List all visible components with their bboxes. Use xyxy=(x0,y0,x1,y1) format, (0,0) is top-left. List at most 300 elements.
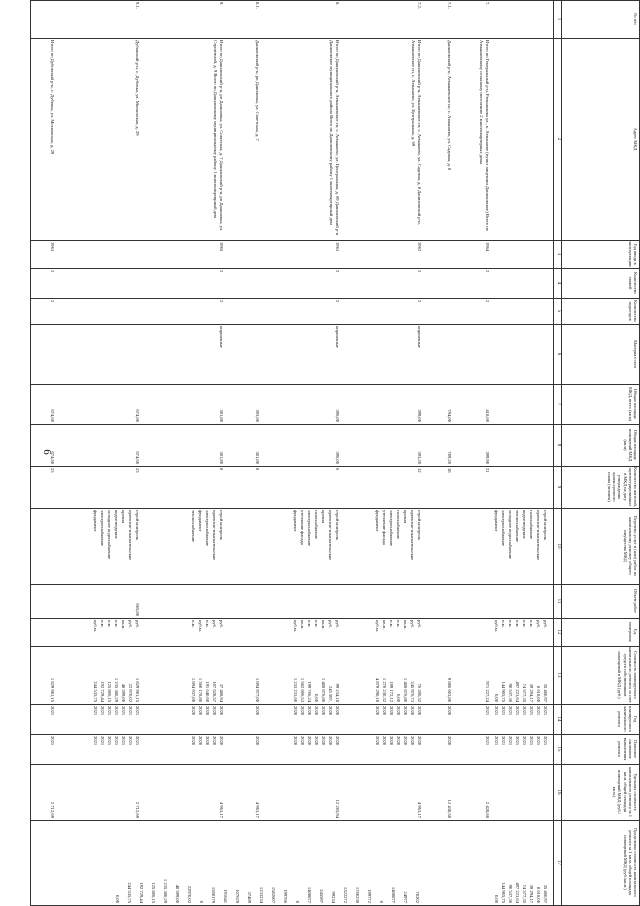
cost-item: 48 599,00 xyxy=(121,683,126,702)
end-year-item: 2020 xyxy=(382,736,387,746)
row-total-area: 381,80 xyxy=(219,409,224,422)
unit-item: руб. xyxy=(543,620,548,628)
row-floors: 2 xyxy=(417,270,422,273)
end-year-item: 2020 xyxy=(389,736,394,746)
column-rule xyxy=(30,38,640,39)
end-year-item: 2021 xyxy=(50,736,55,746)
plan-year-item: 2021 xyxy=(50,706,55,716)
limit-cost-item: 99234 xyxy=(331,891,336,903)
unit-item: п.м. xyxy=(508,620,513,628)
column-rule xyxy=(30,268,640,269)
row-rule xyxy=(30,0,31,905)
limit-cost-item: 192 729,44 xyxy=(139,882,144,903)
end-year-item: 2020 xyxy=(335,736,340,746)
plan-year-item: 2020 xyxy=(389,706,394,716)
column-number: 14 xyxy=(556,716,561,722)
row-area: 381,80 xyxy=(255,451,260,464)
end-year-item: 2020 xyxy=(447,736,452,746)
column-number: 1 xyxy=(556,17,561,21)
column-header: Год ввода в эксплуатацию xyxy=(627,241,638,267)
row-unit-cost: 2 712,69 xyxy=(50,801,55,818)
limit-cost-item: 8 618,00 xyxy=(536,886,541,903)
cost-item: 0,00 xyxy=(494,693,499,702)
cost-item: 1 582 606,53 xyxy=(300,677,305,702)
row-entrances: 2 xyxy=(219,300,224,303)
plan-year-item: 2020 xyxy=(403,706,408,716)
limit-cost-item: 0 xyxy=(379,900,384,903)
row-address: Итого по Даниловский р-н, Атманаевское сп, с. Атманаево, ул. Центральная, д. 69 Даниловский р-н Даниловское муниципального района Всего по Даниловскому району 1 многоквартирный дом xyxy=(329,40,340,236)
row-unit-cost: 2 712,69 xyxy=(135,801,140,818)
plan-year-item: 2020 xyxy=(293,706,298,716)
unit-item: п.м. xyxy=(100,620,105,628)
row-entrances: 2 xyxy=(485,300,490,303)
limit-cost-item: 497 223,64 xyxy=(515,882,520,903)
end-year-item: 2021 xyxy=(508,736,513,746)
row-address: Итого по Даниловский р-н, Атманаевское сп, с. Атманаево, ул. Садовая, д. 8 Даниловский р-н, Атманаевское сп, с. Атманаево, ул. Центральная, д. 69 xyxy=(411,40,422,225)
column-number: 13 xyxy=(556,672,561,678)
plan-year-item: 2020 xyxy=(335,706,340,716)
row-residents: 8 xyxy=(219,468,224,471)
row-floors: 2 xyxy=(335,270,340,273)
end-year-item: 2021 xyxy=(536,736,541,746)
row-unit-cost: 4 963,17 xyxy=(417,801,422,818)
column-header: Общая площадь МКД, всего (кв.м) xyxy=(627,386,638,421)
end-year-item: 2021 xyxy=(501,736,506,746)
limit-cost-item: 199766 xyxy=(283,889,288,903)
cost-item: 971 227,24 xyxy=(485,681,490,702)
cost-item: 1 408 876,80 xyxy=(403,677,408,702)
column-number: 4 xyxy=(556,281,561,285)
unit-item: п.м. xyxy=(515,620,520,628)
plan-year-item: 2020 xyxy=(255,706,260,716)
row-residents: 6 xyxy=(335,468,340,471)
row-residents: 8 xyxy=(255,468,260,471)
limit-cost-item: 0 xyxy=(295,900,300,903)
end-year-item: 2020 xyxy=(396,736,401,746)
limit-cost-item: 1233234 xyxy=(259,886,264,903)
limit-cost-item: 1322272 xyxy=(343,886,348,903)
cost-item: 125 806,15 xyxy=(107,681,112,702)
cost-item: 199 766,24 xyxy=(307,681,312,702)
plan-year-item: 2020 xyxy=(205,706,210,716)
cost-item: 0,00 xyxy=(314,693,319,702)
work-item: электроснабжение xyxy=(389,510,394,547)
row-floors: 2 xyxy=(485,270,490,273)
row-entrances: 2 xyxy=(50,300,55,303)
limit-cost-item: 107629 xyxy=(235,889,240,903)
work-item: теплоснабжение xyxy=(515,510,520,543)
work-item: газоснабжение xyxy=(314,510,319,539)
plan-year-item: 2021 xyxy=(508,706,513,716)
end-year-item: 2021 xyxy=(135,736,140,746)
work-item: проектно-изыскательские xyxy=(536,510,541,561)
row-number: 9. xyxy=(219,2,224,6)
plan-year-item: 2020 xyxy=(447,706,452,716)
limit-cost-item: 1 235 380,29 xyxy=(163,878,168,903)
limit-cost-item: 39 294,17 xyxy=(529,884,534,903)
row-year: 1963 xyxy=(50,242,55,252)
end-year-item: 2021 xyxy=(522,736,527,746)
row-unit-cost: 2 428,68 xyxy=(485,801,490,818)
unit-item: куб.м. xyxy=(293,620,298,632)
row-entrances: 2 xyxy=(417,300,422,303)
end-year-item: 2020 xyxy=(198,736,203,746)
unit-item: кв.м. xyxy=(300,620,305,630)
row-area: 393,20 xyxy=(417,451,422,464)
work-item: строй контроль xyxy=(417,510,422,541)
column-header: Количество жителей, зарегистрированных в МКД на дату утверждения краткосрочного плана (человек) xyxy=(606,467,638,507)
cost-item: 199 172,12 xyxy=(389,681,394,702)
column-number: 15 xyxy=(556,746,561,752)
limit-cost-item: 1760230 xyxy=(355,886,360,903)
unit-item: кв.м. xyxy=(121,620,126,630)
cost-item: 35 460,97 xyxy=(543,683,548,702)
column-rule xyxy=(30,298,640,299)
work-item: проектно-изыскательские xyxy=(328,510,333,561)
column-rule xyxy=(30,324,640,325)
limit-cost-item: 70202 xyxy=(415,891,420,903)
cost-item: 39 294,17 xyxy=(529,683,534,702)
row-address: Итого по Дубовский р-н, с. Дубовка, ул. Московская, д. 29 xyxy=(50,40,55,155)
unit-item: п.м. xyxy=(314,620,319,628)
column-header: Количество подъездов xyxy=(627,300,638,322)
row-floors: 2 xyxy=(219,270,224,273)
unit-item: руб. xyxy=(128,620,133,628)
unit-item: п.м. xyxy=(107,620,112,628)
work-item: водоотведение xyxy=(114,510,119,539)
row-unit-cost: 4 963,17 xyxy=(219,801,224,818)
row-area: 789,20 xyxy=(447,451,452,464)
row-residents: 21 xyxy=(485,468,490,473)
column-rule xyxy=(30,618,640,619)
work-item: газоснабжение xyxy=(396,510,401,539)
cost-item: 1 270 230,32 xyxy=(382,677,387,702)
cost-item: 8 618,00 xyxy=(536,685,541,702)
unit-item: п.м. xyxy=(501,620,506,628)
end-year-item: 2021 xyxy=(100,736,105,746)
unit-item: руб. xyxy=(536,620,541,628)
plan-year-item: 2020 xyxy=(212,706,217,716)
column-rule xyxy=(30,584,640,585)
row-address: Дубовский р-н, с. Дубовка, ул. Московская, д. 29 xyxy=(135,40,140,136)
row-residents: 23 xyxy=(50,468,55,473)
end-year-item: 2020 xyxy=(410,736,415,746)
column-header: Количество этажей xyxy=(627,272,638,294)
work-item: холодное водоснабжение xyxy=(107,510,112,560)
unit-item: п.м. xyxy=(529,620,534,628)
row-number: 7. xyxy=(485,2,490,6)
plan-year-item: 2020 xyxy=(382,706,387,716)
limit-cost-item: 0,00 xyxy=(115,894,120,903)
column-rule xyxy=(30,240,640,241)
unit-item: руб. xyxy=(219,620,224,628)
column-rule xyxy=(30,820,640,821)
row-residents: 12 xyxy=(417,468,422,473)
cost-item: 1 235 380,29 xyxy=(114,677,119,702)
end-year-item: 2020 xyxy=(293,736,298,746)
end-year-item: 2021 xyxy=(494,736,499,746)
row-total-area: 794,00 xyxy=(447,409,452,422)
work-item: строй контроль xyxy=(335,510,340,541)
row-total-area: 396,00 xyxy=(335,409,340,422)
end-year-item: 2021 xyxy=(107,736,112,746)
limit-cost-item: 35 460,97 xyxy=(543,884,548,903)
row-unit-cost: 4 963,17 xyxy=(255,801,260,818)
row-area: 396,00 xyxy=(335,451,340,464)
work-item: кровля xyxy=(121,510,126,524)
column-header: Общая площадь помещений МКД (кв.м) xyxy=(622,428,638,462)
plan-year-item: 2020 xyxy=(191,706,196,716)
row-floors: 2 xyxy=(50,270,55,273)
work-item: теплоснабжение xyxy=(191,510,196,543)
end-year-item: 2021 xyxy=(485,736,490,746)
plan-year-item: 2021 xyxy=(100,706,105,716)
cost-item: 76 200,32 xyxy=(417,683,422,702)
column-header: Материал стен xyxy=(633,340,638,368)
unit-item: куб.м. xyxy=(375,620,380,632)
row-total-area: 418,60 xyxy=(485,409,490,422)
plan-year-item: 2021 xyxy=(501,706,506,716)
plan-year-item: 2021 xyxy=(536,706,541,716)
limit-cost-item: 1560179 xyxy=(211,886,216,903)
row-area: 399,90 xyxy=(485,451,490,464)
end-year-item: 2020 xyxy=(191,736,196,746)
limit-cost-item: 0,00 xyxy=(494,894,499,903)
cost-item: 1 560 178,80 xyxy=(198,677,203,702)
work-item: электроснабжение xyxy=(205,510,210,547)
column-number: 16 xyxy=(556,789,561,795)
end-year-item: 2020 xyxy=(219,736,224,746)
column-rule xyxy=(30,704,640,705)
cost-item: 144 905,75 xyxy=(501,681,506,702)
row-wall: кирпичные xyxy=(335,326,340,348)
plan-year-item: 2020 xyxy=(219,706,224,716)
cost-item: 191 640,60 xyxy=(205,681,210,702)
unit-item: руб. xyxy=(212,620,217,628)
end-year-item: 2020 xyxy=(205,736,210,746)
column-header: Удельная стоимость капитального ремонта за 1 кв.м. общей площади помещений МКД (руб./кв.м.) xyxy=(612,767,638,817)
end-year-item: 2020 xyxy=(321,736,326,746)
row-address: Даниловский р-н, Атманаевское сп, с. Атманаево, ул. Садовая, д. 8 xyxy=(447,40,452,171)
unit-item: руб. xyxy=(335,620,340,628)
column-header: Плановое окончание выполнения ремонта xyxy=(617,737,638,761)
plan-year-item: 2020 xyxy=(328,706,333,716)
page-number: 6 xyxy=(41,449,53,455)
limit-cost-item: 0 xyxy=(199,900,204,903)
row-unit-cost: 12 438,58 xyxy=(447,799,452,818)
plan-year-item: 2021 xyxy=(107,706,112,716)
row-residents: 23 xyxy=(135,468,140,473)
work-item: строй контроль xyxy=(135,510,140,541)
unit-item: п.м. xyxy=(114,620,119,628)
cost-item: 245 976,73 xyxy=(410,681,415,702)
row-wall: кирпичные xyxy=(417,326,422,348)
work-item: кровля xyxy=(403,510,408,524)
end-year-item: 2021 xyxy=(93,736,98,746)
column-number: 3 xyxy=(556,252,561,256)
column-number: 12 xyxy=(556,629,561,635)
work-item: электроснабжение xyxy=(501,510,506,547)
row-year: 1962 xyxy=(417,242,422,252)
cost-item: 1 894 977,00 xyxy=(255,677,260,702)
column-header: Адрес МКД xyxy=(633,127,638,151)
column-header: Ед. измерения xyxy=(627,622,638,642)
unit-item: кв.м. xyxy=(382,620,387,630)
plan-year-item: 2021 xyxy=(121,706,126,716)
plan-year-item: 2020 xyxy=(321,706,326,716)
column-number: 11 xyxy=(556,598,561,604)
unit-item: куб.м. xyxy=(93,620,98,632)
work-item: водоотведение xyxy=(522,510,527,539)
cost-item: 1 829 981,15 xyxy=(135,677,140,702)
row-unit-cost: 12 265,94 xyxy=(335,799,340,818)
cost-item: 1 408 876,80 xyxy=(321,677,326,702)
work-item: фундамент xyxy=(494,510,499,532)
end-year-item: 2020 xyxy=(307,736,312,746)
column-rule xyxy=(30,0,640,1)
row-residents: 18 xyxy=(447,468,452,473)
limit-cost-item: 37489 xyxy=(247,891,252,903)
column-header: Стоимость планируемого капитального ремонта за счет средств собственников помещений в МКД (руб.) xyxy=(617,647,638,703)
column-rule xyxy=(30,764,640,765)
plan-year-item: 2021 xyxy=(515,706,520,716)
plan-year-item: 2021 xyxy=(128,706,133,716)
plan-year-item: 2020 xyxy=(417,706,422,716)
unit-item: п.м. xyxy=(396,620,401,628)
work-item: электроснабжение xyxy=(307,510,312,547)
limit-cost-item: 22970,02 xyxy=(187,885,192,903)
cost-item: 37 488,94 xyxy=(219,683,224,702)
cost-item: 107 628,57 xyxy=(212,681,217,702)
column-number: 10 xyxy=(556,543,561,549)
row-wall: кирпичные xyxy=(219,326,224,348)
plan-year-item: 2021 xyxy=(494,706,499,716)
end-year-item: 2020 xyxy=(417,736,422,746)
row-volume: 665,80 xyxy=(135,603,140,616)
plan-year-item: 2020 xyxy=(410,706,415,716)
unit-item: п.м. xyxy=(522,620,527,628)
row-address: Итого по Генеральный р-н, Рюшникова ул., к. Атманаеве (пункт лицензии Даниловское) Всего по Атманаевскому сельскому поселению 2 многоквартирных дома xyxy=(479,40,490,232)
end-year-item: 2021 xyxy=(114,736,119,746)
unit-item: п.м. xyxy=(307,620,312,628)
limit-cost-item: 48 599,00 xyxy=(175,884,180,903)
cost-item: 1 233 233,60 xyxy=(293,677,298,702)
cost-item: 192 729,44 xyxy=(100,681,105,702)
row-year: 1963 xyxy=(335,242,340,252)
column-header: Год планируемого капитального ремонта xyxy=(617,705,638,733)
limit-cost-item: 199772 xyxy=(367,889,372,903)
plan-year-item: 2021 xyxy=(135,706,140,716)
work-item: проектно-изыскательские xyxy=(410,510,415,561)
row-number: 8. xyxy=(335,2,340,6)
row-year: 1965 xyxy=(219,242,224,252)
cost-item: 497 223,64 xyxy=(515,681,520,702)
work-item: газоснабжение xyxy=(529,510,534,539)
limit-cost-item: 125 806,15 xyxy=(151,882,156,903)
column-number: 9 xyxy=(556,485,561,489)
cost-item: 99 234,18 xyxy=(335,683,340,702)
end-year-item: 2021 xyxy=(529,736,534,746)
plan-year-item: 2021 xyxy=(522,706,527,716)
column-rule xyxy=(30,424,640,425)
unit-item: куб.м. xyxy=(494,620,499,632)
limit-cost-item: 144 905,75 xyxy=(501,882,506,903)
end-year-item: 2020 xyxy=(212,736,217,746)
work-item: электроснабжение xyxy=(100,510,105,547)
work-item: холодное водоснабжение xyxy=(508,510,513,560)
unit-item: п.м. xyxy=(389,620,394,628)
column-number: 7 xyxy=(556,402,561,406)
limit-cost-item: 191641 xyxy=(223,889,228,903)
column-rule xyxy=(30,646,640,647)
unit-item: п.м. xyxy=(191,620,196,628)
row-rule xyxy=(561,0,562,905)
limit-cost-item: 24977 xyxy=(403,891,408,903)
plan-year-item: 2021 xyxy=(114,706,119,716)
work-item: строй контроль xyxy=(543,510,548,541)
work-item: проектно-изыскательские xyxy=(128,510,133,561)
column-number: 2 xyxy=(556,137,561,141)
unit-item: руб. xyxy=(135,620,140,628)
cost-item: 1 829 981,15 xyxy=(50,677,55,702)
plan-year-item: 2020 xyxy=(307,706,312,716)
limit-cost-item: 245597 xyxy=(319,889,324,903)
end-year-item: 2020 xyxy=(403,736,408,746)
plan-year-item: 2020 xyxy=(198,706,203,716)
cost-item: 245 597, xyxy=(328,685,333,702)
column-rule xyxy=(30,466,640,467)
work-item: утепление фасада xyxy=(300,510,305,545)
plan-year-item: 2020 xyxy=(314,706,319,716)
end-year-item: 2020 xyxy=(314,736,319,746)
end-year-item: 2021 xyxy=(543,736,548,746)
work-item: утепление фасада xyxy=(382,510,387,545)
row-number: 9.1. xyxy=(135,2,140,9)
plan-year-item: 2021 xyxy=(93,706,98,716)
end-year-item: 2020 xyxy=(300,736,305,746)
cost-item: 1 894 937,00 xyxy=(191,677,196,702)
column-header: Предельная стоимость капитального ремонта за 1 кв.м. общей площади помещений МКД (руб./кв.м.) xyxy=(622,828,638,897)
work-item: фундамент xyxy=(198,510,203,532)
limit-cost-item: 74 577,35 xyxy=(522,884,527,903)
end-year-item: 2021 xyxy=(128,736,133,746)
cost-item: 22 970,02 xyxy=(128,683,133,702)
unit-item: кв.м. xyxy=(321,620,326,630)
work-item: проектно-изыскательские xyxy=(212,510,217,561)
work-item: строй контроль xyxy=(219,510,224,541)
unit-item: руб. xyxy=(417,620,422,628)
row-number: 7.2. xyxy=(417,2,422,9)
unit-item: руб. xyxy=(328,620,333,628)
plan-year-item: 2020 xyxy=(300,706,305,716)
limit-cost-item: 90 537,36 xyxy=(508,884,513,903)
row-total-area: 674,60 xyxy=(135,409,140,422)
column-header: № п/п xyxy=(633,13,638,25)
table-sheet xyxy=(30,0,640,905)
cost-item: 9 886 603,80 xyxy=(447,677,452,702)
limit-cost-item: 244 535,75 xyxy=(127,882,132,903)
cost-item: 244 535,75 xyxy=(93,681,98,702)
work-item: фундамент xyxy=(293,510,298,532)
unit-item: п.м. xyxy=(205,620,210,628)
limit-cost-item: 1408877 xyxy=(391,886,396,903)
row-number: 8.1. xyxy=(255,2,260,9)
row-number: 7.1. xyxy=(447,2,452,9)
row-area: 381,80 xyxy=(219,451,224,464)
column-rule xyxy=(30,734,640,735)
column-header: Перечень услуг и (или) работ по капитальному ремонту общего имущества МКД xyxy=(622,515,638,577)
cost-item: 74 577,35 xyxy=(522,683,527,702)
